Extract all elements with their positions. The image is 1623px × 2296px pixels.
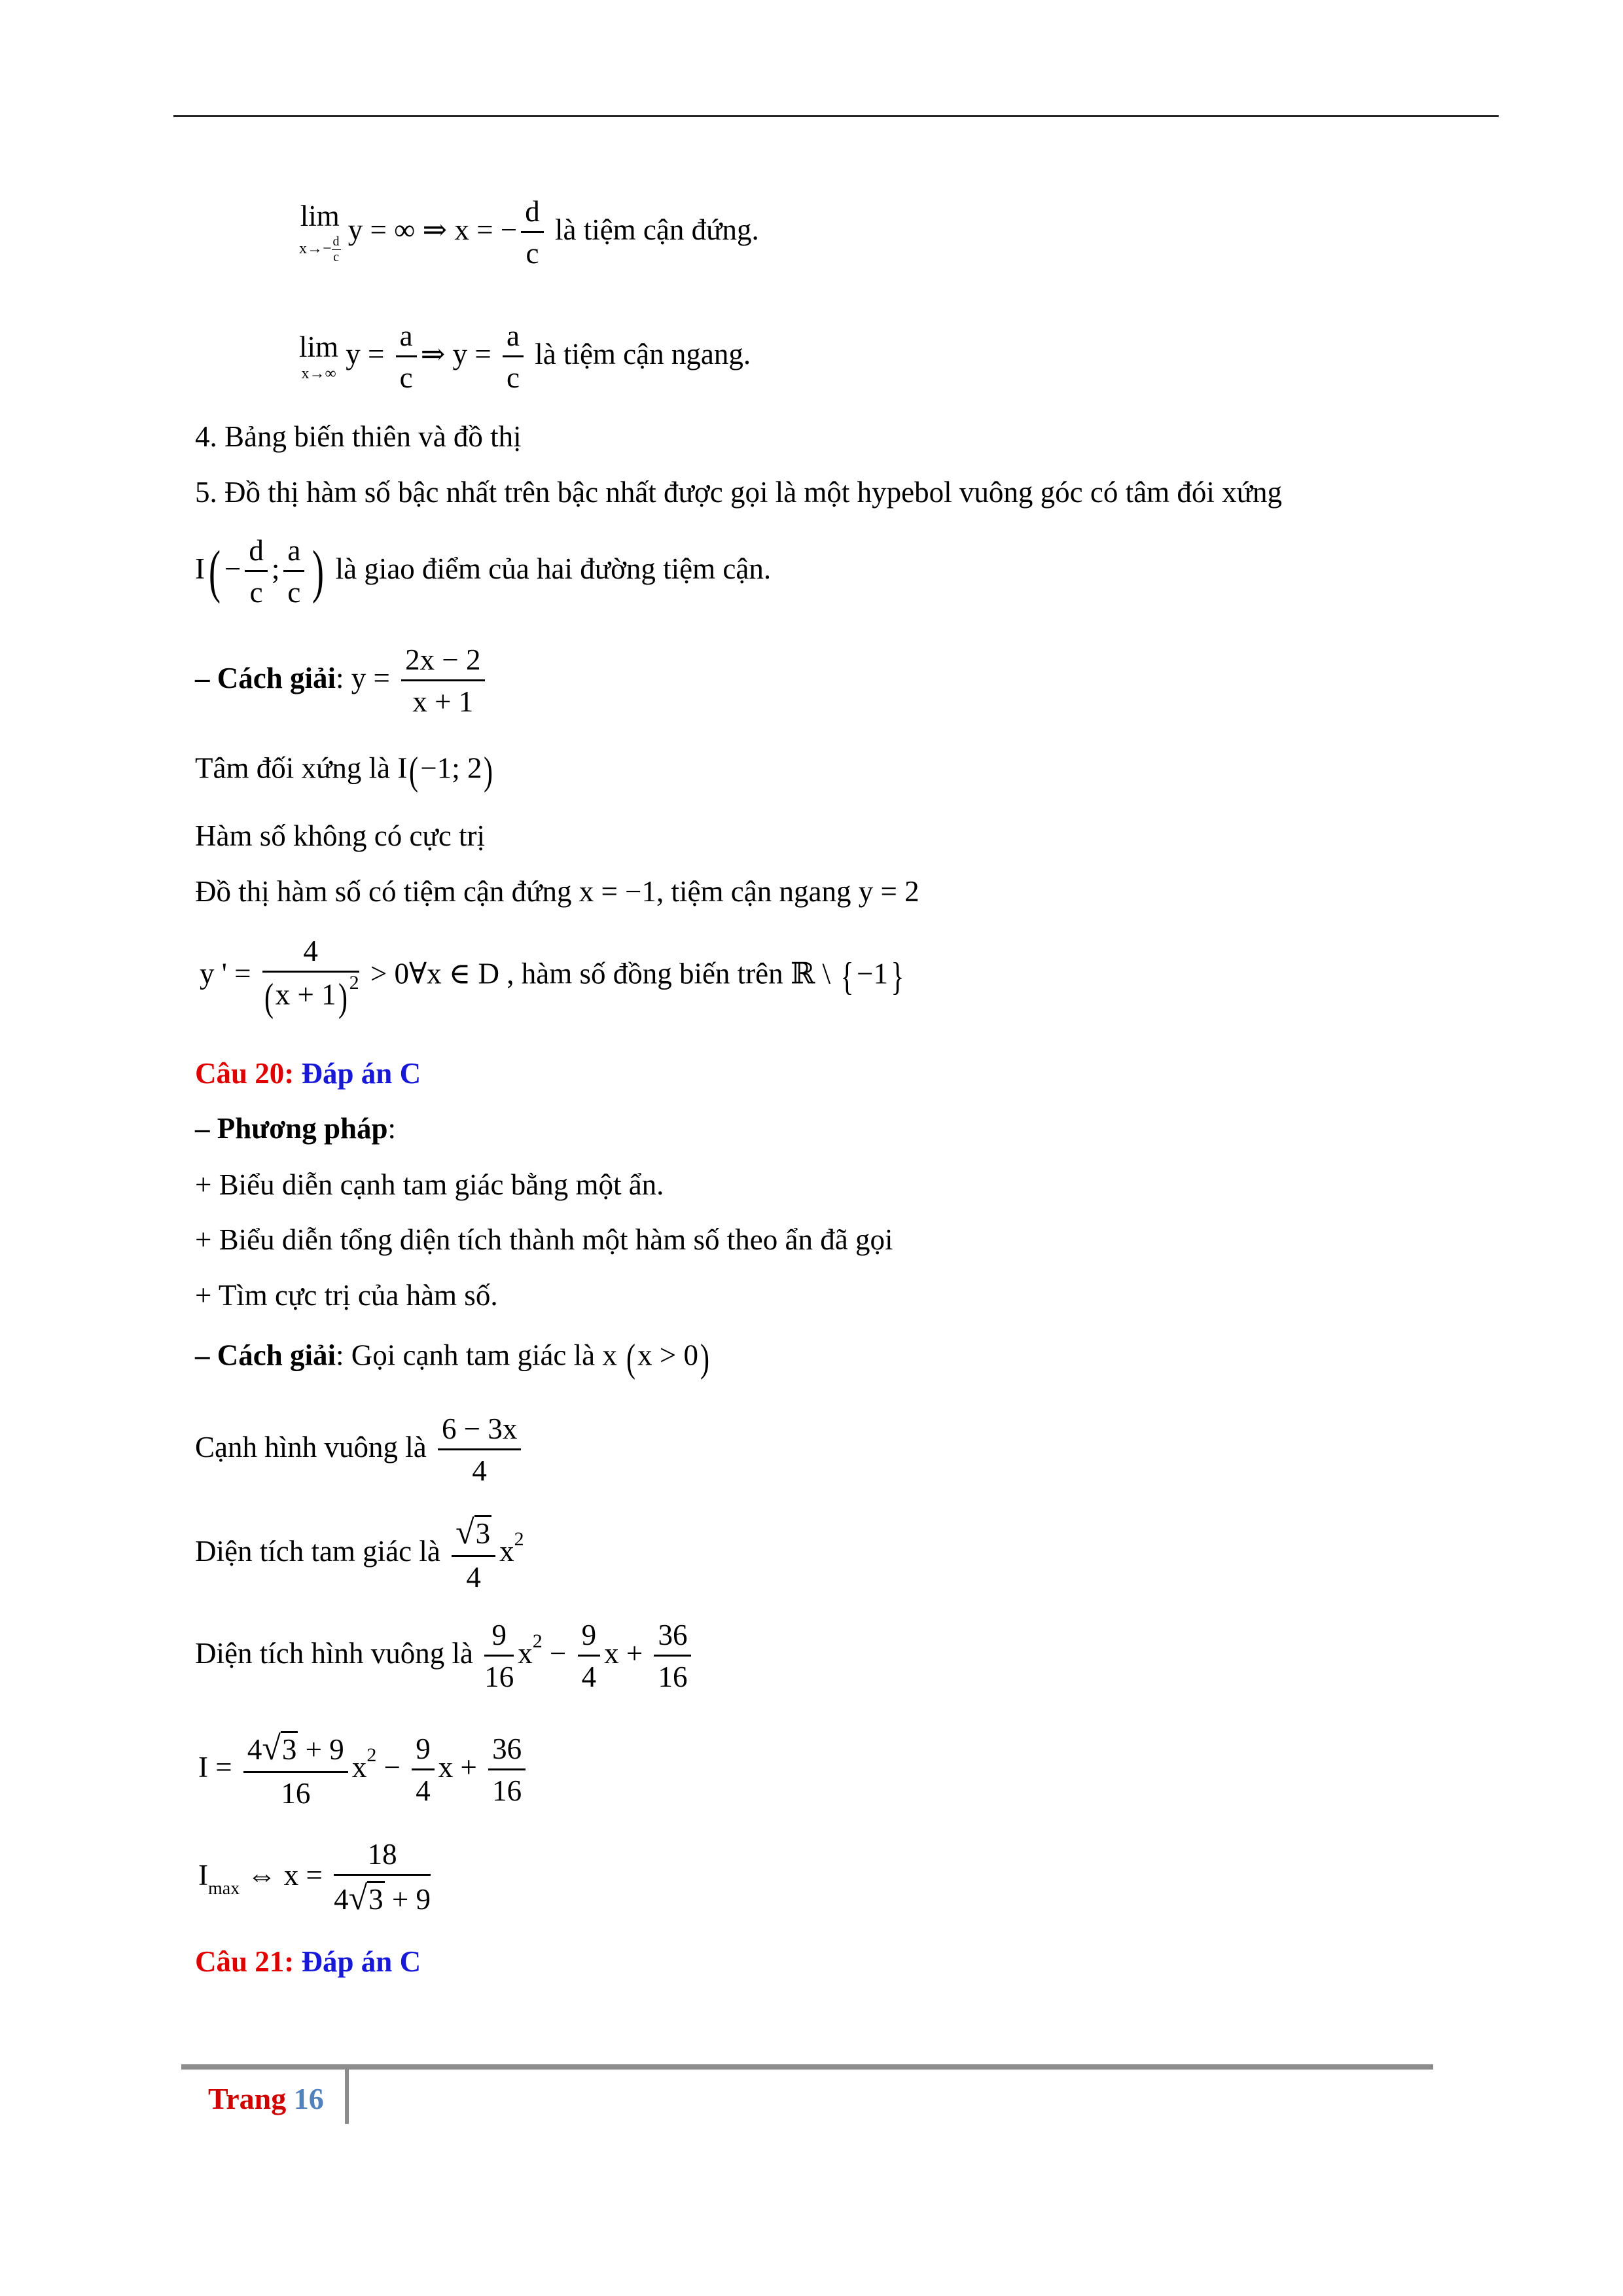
- increasing-text: , hàm số đồng biến trên: [507, 957, 783, 990]
- total-area-line: I = $\frac{4√3 + 9}{16}$ $x^2$ − $\frac{9}{4}$ x + $\frac{36}{16}$: [198, 1731, 529, 1809]
- step-1: + Biểu diễn cạnh tam giác bằng một ẩn.: [195, 1168, 664, 1201]
- fraction-d-c: $\frac{d}{c}$: [521, 196, 544, 270]
- page-number: 16: [293, 2082, 324, 2115]
- symmetry-center-text: Tâm đối xứng là: [195, 751, 391, 785]
- square-area-line: Diện tích hình vuông là $\frac{9}{16}$ $x^2$ − $\frac{9}{4}$ x + $\frac{36}{16}$: [195, 1620, 695, 1693]
- footer-divider: [345, 2070, 349, 2124]
- horizontal-asymptote-text: là tiệm cận ngang.: [535, 338, 751, 371]
- triangle-area-line: Diện tích tam giác là $\frac{√3}{4}$ $x^2$: [195, 1514, 524, 1594]
- question-20-answer: Đáp án C: [301, 1057, 421, 1090]
- approach-line: – Phương pháp:: [195, 1112, 397, 1145]
- asymptotes-line: Đồ thị hàm số có tiệm cận đứng x = −1, tiệm cận ngang y = 2: [195, 875, 919, 908]
- center-text: là giao điểm của hai đường tiệm cận.: [335, 552, 772, 586]
- solution-line: – Cách giải: Gọi cạnh tam giác là x (x > 0): [195, 1336, 709, 1380]
- header-rule: [173, 115, 1499, 117]
- footer-rule: [181, 2064, 1433, 2070]
- center-line: I( − $\frac{d}{c}$ ; $\frac{a}{c}$ ) là giao điểm của hai đường tiệm cận.: [195, 534, 772, 609]
- method-label: – Cách giải: [195, 662, 336, 695]
- item-5: 5. Đồ thị hàm số bậc nhất trên bậc nhất được gọi là một hypebol vuông góc có tâm đói xứng: [195, 476, 1282, 509]
- page-footer: [208, 2081, 324, 2116]
- solution-function-line: – Cách giải: y = $\frac{2x - 2}{x + 1}$: [195, 645, 489, 718]
- square-area-text: Diện tích hình vuông là: [195, 1637, 473, 1670]
- horizontal-asymptote-line: lim x→∞ y = $\frac{a}{c}$ ⇒ y = $\frac{a}{c}$ là tiệm cận ngang.: [299, 319, 751, 395]
- question-20-label: Câu 20:: [195, 1057, 294, 1090]
- asymptotes-text-b: , tiệm cận ngang: [656, 875, 851, 908]
- symmetry-center-line: Tâm đối xứng là I(−1; 2): [195, 749, 493, 793]
- question-21-answer: Đáp án C: [301, 1945, 421, 1978]
- method-label: – Cách giải: [195, 1338, 336, 1372]
- no-extremum-line: Hàm số không có cực trị: [195, 819, 486, 852]
- step-3: + Tìm cực trị của hàm số.: [195, 1279, 498, 1312]
- square-side-line: Cạnh hình vuông là $\frac{6 - 3x}{4}$: [195, 1414, 525, 1487]
- question-21-heading: [195, 1947, 421, 1977]
- square-side-text: Cạnh hình vuông là: [195, 1431, 427, 1464]
- limit-expression: lim x→∞: [299, 331, 339, 383]
- step-2: + Biểu diễn tổng diện tích thành một hàm số theo ẩn đã gọi: [195, 1223, 893, 1256]
- question-21-label: Câu 21:: [195, 1945, 294, 1978]
- item-4: 4. Bảng biến thiên và đồ thị: [195, 420, 522, 453]
- triangle-area-text: Diện tích tam giác là: [195, 1534, 440, 1568]
- vertical-asymptote-text: là tiệm cận đứng.: [554, 213, 759, 247]
- asymptotes-text-a: Đồ thị hàm số có tiệm cận đứng: [195, 875, 572, 908]
- maximum-line: $I_{max}$ ⇔ x = $\frac{18}{4√3 + 9}$: [198, 1838, 431, 1918]
- approach-label: – Phương pháp: [195, 1112, 388, 1145]
- page-label: Trang: [208, 2082, 287, 2115]
- vertical-asymptote-line: lim x→− $\frac{d}{c}$ y = ∞ ⇒ x = − $\frac{d}{c}$ là tiệm cận đứng.: [299, 195, 759, 270]
- limit-expression: lim x→− $\frac{d}{c}$: [299, 199, 340, 264]
- derivative-line: y ' = $\frac{4}{(x + 1)^2}$ > 0∀x ∈ D , hàm số đồng biến trên ℝ \ {−1}: [200, 935, 904, 1020]
- question-20-heading: [195, 1059, 421, 1088]
- solution-text: : Gọi cạnh tam giác là x: [336, 1338, 617, 1372]
